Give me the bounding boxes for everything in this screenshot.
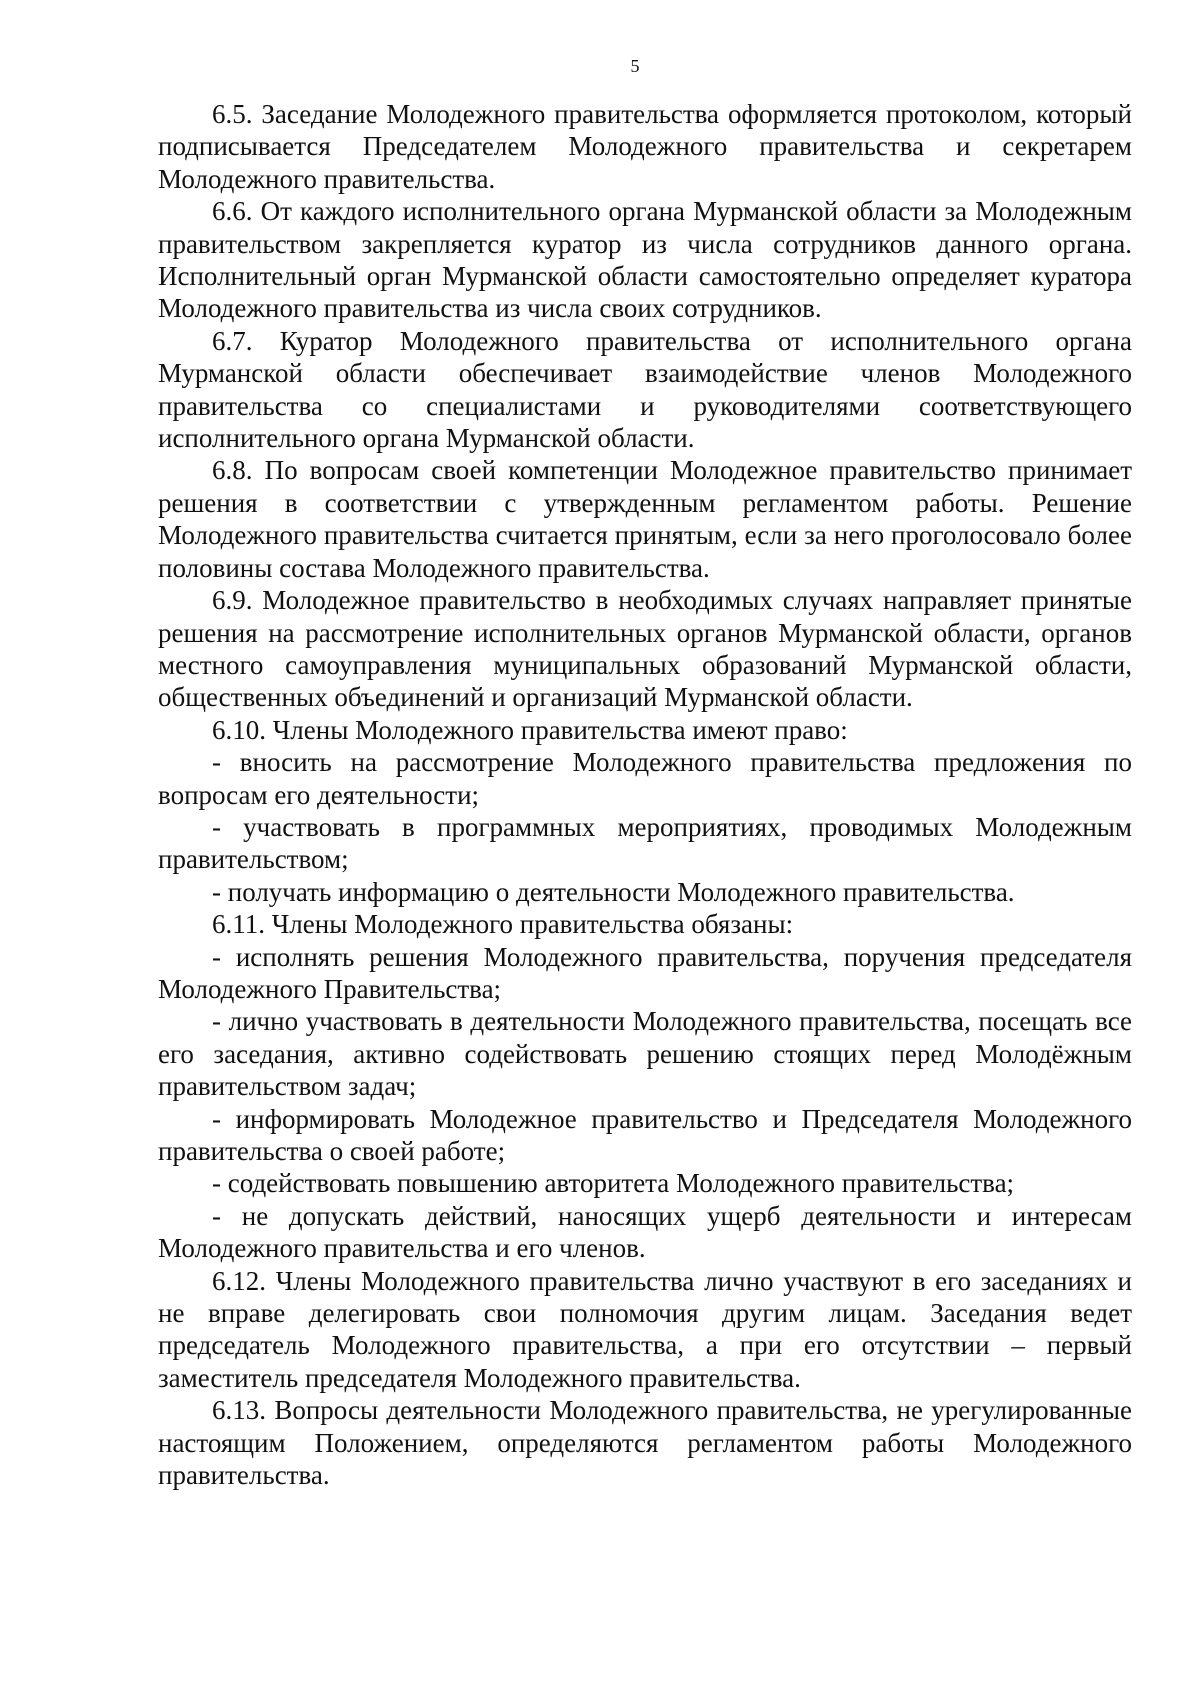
clause-6-7: 6.7. Куратор Молодежного правительства от исполнительного органа Мурманской области обеспечивает взаимодействие членов Молодежного правительства со специалистами и руководителями соответствующего исполнительного органа Мурманской области.	[158, 325, 1132, 454]
clause-6-12: 6.12. Члены Молодежного правительства лично участвуют в его заседаниях и не вправе делегировать свои полномочия другим лицам. Заседания ведет председатель Молодежного правительства, а при его отсутствии – первый заместитель председателя Молодежного правительства.	[158, 1265, 1132, 1393]
list-item: - лично участвовать в деятельности Молодежного правительства, посещать все его заседания, активно содействовать решению стоящих перед Молодёжным правительством задач;	[158, 1006, 1132, 1102]
page-number: 5	[630, 56, 640, 76]
list-item: - информировать Молодежное правительство и Председателя Молодежного правительства о своей работе;	[158, 1103, 1132, 1166]
clause-6-6: 6.6. От каждого исполнительного органа Мурманской области за Молодежным правительством закрепляется куратор из числа сотрудников данного органа. Исполнительный орган Мурманской области самостоятельно определяет куратора Молодежного правительства из числа своих сотрудников.	[158, 196, 1132, 324]
list-item: - получать информацию о деятельности Молодежного правительства.	[212, 876, 1015, 907]
list-item: - исполнять решения Молодежного правительства, поручения председателя Молодежного Правительства;	[158, 941, 1132, 1004]
list-item: - вносить на рассмотрение Молодежного правительства предложения по вопросам его деятельности;	[158, 747, 1132, 810]
list-item: - участвовать в программных мероприятиях, проводимых Молодежным правительством;	[158, 811, 1132, 875]
document-body	[158, 98, 1132, 1491]
clause-6-8: 6.8. По вопросам своей компетенции Молодежное правительство принимает решения в соответствии с утвержденным регламентом работы. Решение Молодежного правительства считается принятым, если за него проголосовало более половины состава Молодежного правительства.	[158, 455, 1132, 583]
clause-6-11: 6.11. Члены Молодежного правительства обязаны:	[212, 909, 794, 940]
clause-6-10: 6.10. Члены Молодежного правительства имеют право:	[212, 714, 848, 745]
clause-6-9: 6.9. Молодежное правительство в необходимых случаях направляет принятые решения на рассмотрение исполнительных органов Мурманской области, органов местного самоуправления муниципальных образований Мурманской области, общественных объединений и организаций Мурманской области.	[158, 585, 1132, 713]
clause-6-5: 6.5. Заседание Молодежного правительства оформляется протоколом, который подписывается Председателем Молодежного правительства и секретарем Молодежного правительства.	[158, 99, 1132, 194]
clause-6-13: 6.13. Вопросы деятельности Молодежного правительства, не урегулированные настоящим Положением, определяются регламентом работы Молодежного правительства.	[158, 1395, 1132, 1491]
list-item: - содействовать повышению авторитета Молодежного правительства;	[212, 1168, 1015, 1199]
list-item: - не допускать действий, наносящих ущерб деятельности и интересам Молодежного правительства и его членов.	[158, 1200, 1132, 1264]
